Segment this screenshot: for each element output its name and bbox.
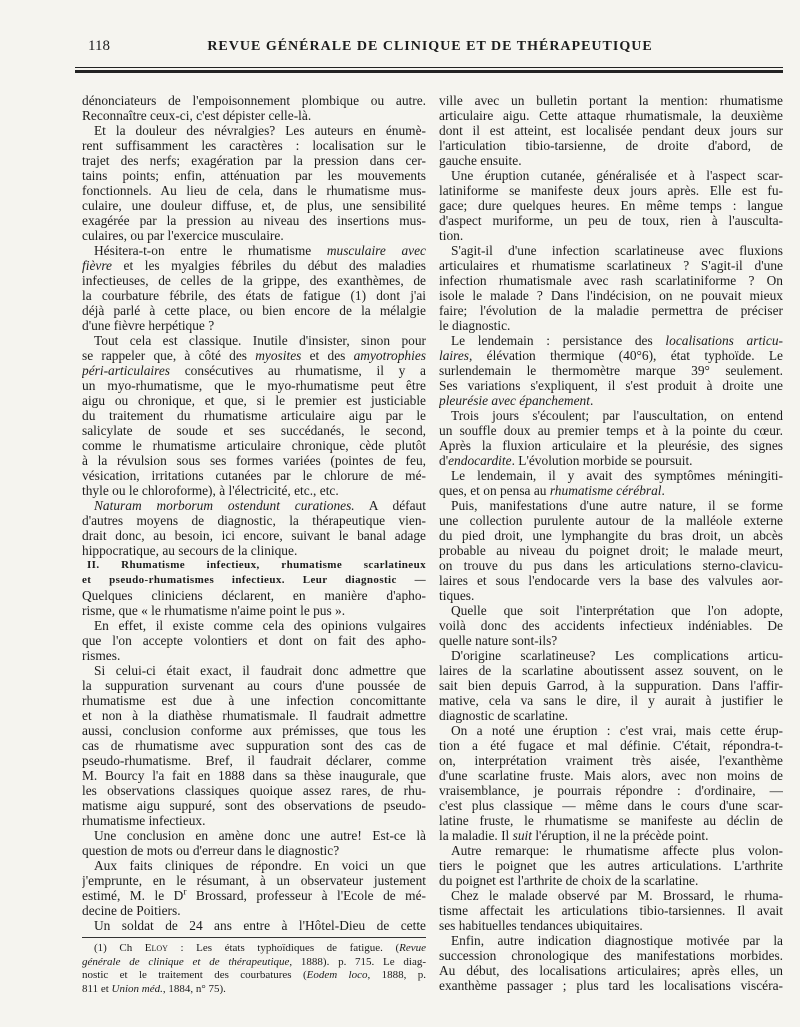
text-run: Le lendemain : persistance des [451,333,666,348]
text-line: Un soldat de 24 ans entre à l'Hôtel-Dieu de cette [94,918,426,933]
text-line [82,888,426,903]
text-line [82,956,426,970]
text-line: En effet, il existe comme cela des opinions vulgaires [94,618,426,633]
text-line: une collection purulente autour de la malléole externe [439,513,783,528]
text-line: la courbature fébrile, des états de fatigue (1) dont j'ai [82,288,426,303]
text-line: vésication, irritations cutanées par le chlorure de mé- [82,468,426,483]
italic-text: Naturam morborum ostendunt curationes. [94,498,355,513]
text-line: tion a été fugace et mal définie. C'était, répondra-t- [439,738,783,753]
text-line: hippocratique, au secours de la clinique. [82,543,298,558]
italic-text: laires [439,348,470,363]
footnote-rule [82,937,426,938]
text-line [439,348,783,363]
text-line: dont il est atteint, est localisée pendant deux jours sur [439,123,783,138]
text-line [439,828,783,843]
text-line: vraisemblance, je pourrais répondre : d'ordinaire, — [439,783,783,798]
text-line [82,258,426,273]
italic-text: Revue [399,942,426,954]
text-run: la maladie. Il [439,828,513,843]
italic-text: générale de clinique et de thérapeutique [82,955,290,968]
paragraph [82,828,426,858]
text-line: rent suffisamment les caractères : localisation sur le [82,138,426,153]
text-line: tiers le poignet que les autres articulations. L'arthrite [439,858,783,873]
text-line: Puis, manifestations d'une autre nature, il se forme [451,498,783,513]
text-run: estimé, M. le D [82,888,184,903]
text-line: infectieuses, de celles de la grippe, des exanthèmes, de [82,273,426,288]
text-line: c'est plus classique — même dans le cours d'une scar- [439,798,783,813]
italic-text: myosites [255,348,302,363]
italic-text: musculaire avec [326,243,426,258]
text-line: Si celui-ci était exact, il faudrait donc admettre que [94,663,426,678]
paragraph [82,942,426,996]
paragraph [439,168,783,243]
text-line: II. Rhumatisme infectieux, rhumatisme scarlatineux [87,559,426,571]
text-line: Quelle que soit l'interprétation que l'on adopte, [451,603,783,618]
text-line: Autre remarque: le rhumatisme affecte plus volon- [451,843,783,858]
text-line [82,348,426,363]
text-line: ville avec un bulletin portant la mention: rhumatisme [439,93,783,108]
text-line: dénonciateurs de l'empoisonnement plombique ou autre. [82,93,426,108]
text-run: , élévation thermique (40°6), état typhoïde. Le [469,348,783,363]
text-line [82,983,426,997]
text-run: consécutives au rhumatisme, il y a [170,363,426,378]
text-line: tisme affectait les articulations tibio-tarsiennes. Il avait [439,903,783,918]
paragraph [439,648,783,723]
paragraph [439,888,783,933]
text-line: latine fruste, le rhumatisme se manifeste au déclin de [439,813,783,828]
text-line: que l'on accepte volontiers et dont on fait des apho- [82,633,426,648]
text-line: gace; dure quelques heures. En même temps : langue [439,198,783,213]
text-run: se rappeler que, à côté des [82,348,256,363]
text-line: diagnostic de scarlatine. [439,708,569,723]
text-line [82,498,426,513]
paragraph [82,93,426,123]
text-line: Tout cela est classique. Inutile d'insister, sinon pour [94,333,426,348]
text-run: et les myalgies fébriles du début des maladies [112,258,426,273]
superscript-text: r [183,888,187,898]
text-line: la suppuration survenant au cours d'une poussée de [82,678,426,693]
text-run: et des [301,348,354,363]
text-line: pseudo-rhumatisme. Bref, il faudrait déclarer, comme [82,753,426,768]
text-run: . [661,483,665,498]
text-line: d'aspect muriforme, un peu de toux, rien à l'ausculta- [439,213,783,228]
italic-text: Union méd. [111,982,163,995]
paragraph [82,243,426,333]
italic-text: amyotrophies [353,348,426,363]
text-line: Une conclusion en amène donc une autre! Est-ce là [94,828,426,843]
text-line: mative, cela va sans le dire, il y aurait à justifier le [439,693,783,708]
text-run: , 1884, n° 75). [162,982,226,995]
text-line: tiques. [439,588,475,603]
text-line: Quelques cliniciens déclarent, en manière d'apho- [82,588,426,603]
text-line: isole le malade ? Dans l'indécision, on ne pouvait mieux [439,288,783,303]
italic-text: endocardite [448,453,512,468]
paragraph [82,618,426,663]
text-line: surlendemain le thermomètre marque 39° seulement. [439,363,783,378]
italic-text: rhumatisme cérébral [549,483,662,498]
text-run: 811 et [82,982,112,995]
text-line: déjà parlé à cette place, ou bien encore de la mélalgie [82,303,426,318]
text-line: comme le rhumatisme articulaire chronique, cède plutôt [82,438,426,453]
paragraph [82,123,426,243]
text-run: . [589,393,594,408]
text-run: . L'évolution morbide se poursuit. [511,453,693,468]
text-line: Une éruption cutanée, généralisée et à l'aspect scar- [451,168,783,183]
left-column [82,93,426,933]
text-line: M. Bourcy l'a fait en 1888 dans sa thèse inaugurale, que [82,768,426,783]
text-line [439,393,783,408]
paragraph [82,918,426,933]
paragraph [439,603,783,648]
text-line: infection rhumatismale avec rash scarlatiniforme ? On [439,273,783,288]
text-line: du poignet est l'arthrite de choix de la scarlatine. [439,873,699,888]
text-line: rhumatisme est due à une infection concomittante [82,693,426,708]
text-line: thyle ou le chloroforme), à l'électricité, etc., etc. [82,483,339,498]
paragraph [82,663,426,828]
small-caps-text: Eloy [144,942,168,954]
text-line: matisme aigu suppuré, sont des observations de pseudo- [82,798,426,813]
text-line: articulaires et rhumatisme scarlatineux ? S'agit-il d'une [439,258,783,273]
text-run: Hésitera-t-on entre le rhumatisme [94,243,327,258]
text-line: exagérée par la pression au niveau des insertions mus- [82,213,426,228]
paragraph [439,333,783,408]
text-line: Et la douleur des névralgies? Les auteurs en énumè- [94,123,426,138]
text-line [439,453,783,468]
text-line: aussi, conclusion conforme aux prémisses, que tous les [82,723,426,738]
text-line: culaires, ou par l'exercice musculaire. [82,228,284,243]
right-column [439,93,783,993]
text-line: et non à la diathèse rhumatismale. Il faudrait admettre [82,708,426,723]
footnote [82,942,426,996]
text-line: laires de la scarlatine aboutissent assez souvent, on le [439,663,783,678]
text-line: d'une scarlatine fruste. Mais alors, avec non moins de [439,768,783,783]
text-line [82,969,426,983]
paragraph [439,93,783,168]
text-line: tains points; enfin, atténuation par les mouvements [82,168,426,183]
text-line [439,483,783,498]
paragraph [439,498,783,603]
text-line [439,333,783,348]
text-line: On a noté une éruption : c'est vrai, mais cette érup- [451,723,783,738]
text-line: quelle nature sont-ils? [439,633,558,648]
italic-text: localisations articu- [665,333,783,348]
text-run: : Les états typhoïdiques de fatigue. ( [167,942,400,954]
text-line: aigu ou chronique, et que, si le premier est justiciable [82,393,426,408]
text-line: exanthème passager ; plus tard les localisations viscéra- [439,978,783,993]
text-line: laires et sous l'endocarde vers la base des valvules aor- [439,573,783,588]
text-line: on, interprétation vraiment très aisée, l'exanthème [439,753,783,768]
text-line: l'articulation tibio-tarsienne, de droite d'abord, de [439,138,783,153]
text-line: Le lendemain, il y avait des symptômes méningiti- [451,468,783,483]
text-line: le diagnostic. [439,318,511,333]
text-line: Trois jours s'écoulent; par l'auscultation, on entend [451,408,783,423]
text-run: (1) Ch [94,942,145,954]
text-line: sait bien depuis Garrod, à la suppuration. Dans l'affir- [439,678,783,693]
paragraph [439,843,783,888]
text-line: Ses variations s'expliquent, il s'est produit à droite une [439,378,783,393]
paragraph [82,333,426,498]
text-run: A défaut [354,498,426,513]
text-line: d'une fièvre herpétique ? [82,318,215,333]
text-line: drait donc, au besoin, ici encore, suivant le banal adage [82,528,426,543]
text-line: probable au niveau du poignet droit; le malade meurt, [439,543,783,558]
text-line: gauche ensuite. [439,153,522,168]
text-line: Enfin, autre indication diagnostique motivée par la [451,933,783,948]
text-line [82,363,426,378]
paragraph [439,468,783,498]
text-line: salicylate de soude et ses succédanés, le second, [82,423,426,438]
text-line: du pied droit, une lymphangite du bras droit, un abcès [439,528,783,543]
text-line: les observations classiques quoique assez rares, de rhu- [82,783,426,798]
text-line: un myo-rhumatisme, que le myo-rhumatisme peut être [82,378,426,393]
paragraph [82,498,426,558]
text-line: question de mots ou d'erreur dans le diagnostic? [82,843,340,858]
text-line: trajet des nerfs; exagération par la pression dans cer- [82,153,426,168]
text-line: on trouve du pus dans les articulations sterno-clavicu- [439,558,783,573]
header-rule-thick [75,70,783,73]
text-line: j'emprunte, en le résumant, à un observateur justement [82,873,426,888]
text-line [82,942,426,956]
text-line: articulaire aigu. Cette attaque rhumatismale, la deuxième [439,108,783,123]
italic-text: suit [512,828,532,843]
text-line: rismes. [82,648,121,663]
text-run: Brossard, professeur à l'Ecole de mé- [186,888,426,903]
text-line: à la révulsion sous ses formes variées (pointes de feu, [82,453,426,468]
text-run: nostic et le traitement des courbatures ( [82,969,307,981]
text-line: Reconnaître ceux-ci, c'est dépister celle-là. [82,108,312,123]
paragraph [439,933,783,993]
running-header-title: REVUE GÉNÉRALE DE CLINIQUE ET DE THÉRAPEUTIQUE [207,39,653,54]
text-line: un souffle doux au premier temps et à la pointe du cœur. [439,423,783,438]
text-line: ses habituelles tendances ubiquitaires. [439,918,643,933]
paragraph [82,858,426,918]
text-line: Aux faits cliniques de répondre. En voici un que [94,858,426,873]
header-rule [75,67,783,68]
text-line: faire; l'évolution de la maladie permettra de préciser [439,303,783,318]
italic-text: pleurésie avec épanchement [439,393,590,408]
italic-text: péri-articulaires [82,363,171,378]
text-line: latiniforme se manifeste deux jours après. Elle est fu- [439,183,783,198]
text-line: du traitement du rhumatisme articulaire aigu par le [82,408,426,423]
paragraph [439,723,783,843]
page-number: 118 [88,38,110,54]
text-line [82,243,426,258]
text-run: d' [439,453,449,468]
paragraph [439,408,783,468]
text-line: d'autres moyens de diagnostic, la thérapeutique vien- [82,513,426,528]
text-line: tion. [439,228,464,243]
text-line: S'agit-il d'une infection scarlatineuse avec fluxions [451,243,783,258]
text-line: decine de Poitiers. [82,903,181,918]
text-line: succession chronologique des manifestations morbides. [439,948,783,963]
text-line: et pseudo-rhumatismes infectieux. Leur diagnostic — [82,574,426,586]
paragraph [82,588,426,618]
text-line: cas de rhumatisme avec suppuration sont des cas de [82,738,426,753]
italic-text: Eodem loco [306,969,368,981]
paragraph [439,243,783,333]
text-line: voilà donc des accidents infectieux indéniables. De [439,618,783,633]
text-line: Après la fluxion articulaire et la pleurésie, des signes [439,438,783,453]
section-heading [82,558,426,588]
text-line: D'origine scarlatineuse? Les complications articu- [451,648,783,663]
text-line: Au début, des localisations articulaires; après elles, un [439,963,783,978]
text-run: , 1888, p. [367,969,426,981]
text-line: fonctionnels. Au lieu de cela, dans le rhumatisme mus- [82,183,426,198]
text-line: risme, que « le rhumatisme n'aime point le pus ». [82,603,346,618]
text-run: , 1888). p. 715. Le diag- [289,955,426,968]
italic-text: fièvre [82,258,112,273]
text-run: l'éruption, il ne la précède point. [531,828,709,843]
text-line: culaire, une douleur diffuse, et, de plus, une sensibilité [82,198,426,213]
text-line: rhumatisme infectieux. [82,813,206,828]
text-run: ques, et on pensa au [439,483,550,498]
text-line: Chez le malade observé par M. Brossard, le rhuma- [451,888,783,903]
